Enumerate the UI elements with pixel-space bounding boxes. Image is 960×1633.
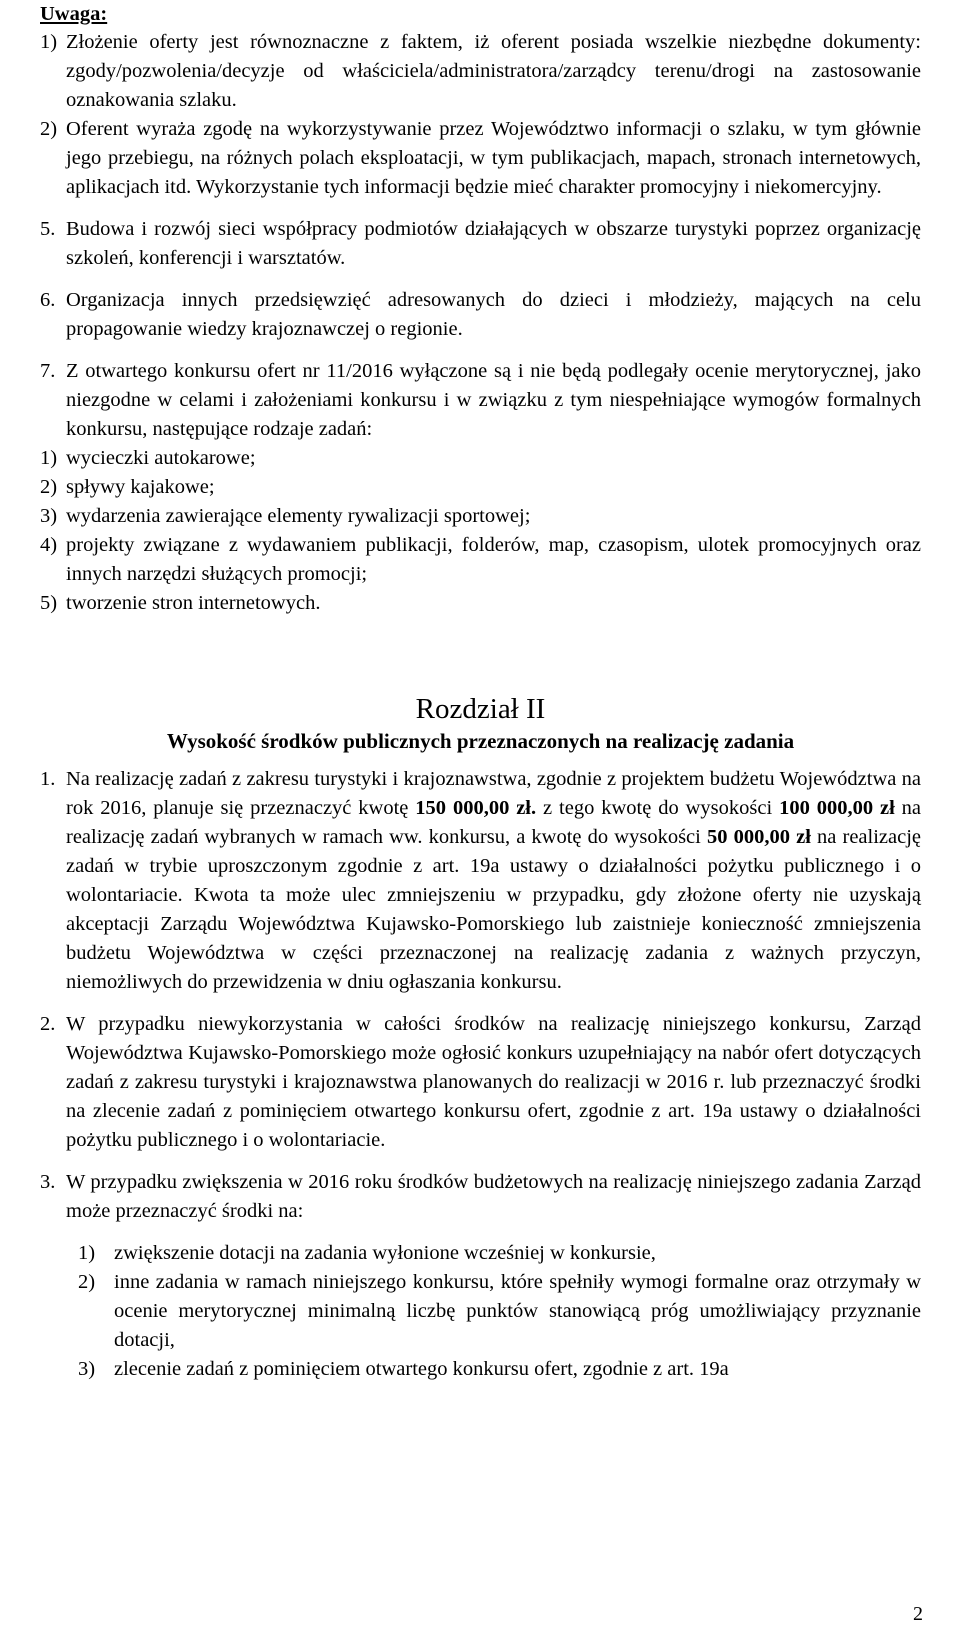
list-item-number: 3) — [78, 1358, 96, 1380]
point-number: 5. — [40, 218, 56, 240]
list-item-text: tworzenie stron internetowych. — [66, 592, 321, 614]
amount-competition: 100 000,00 zł — [779, 797, 895, 819]
allocation-list — [40, 1239, 921, 1384]
list-item-number: 4) — [40, 534, 58, 556]
point-text: Z otwartego konkursu ofert nr 11/2016 wyłączone są i nie będą podlegały ocenie merytorycznej, jako niezgodne w celami i założeniami konkursu i w związku z tym niespełniające wymogów formalnych konkursu, następujące rodzaje zadań: — [66, 360, 921, 440]
list-item-number: 1) — [40, 447, 58, 469]
point-text: Organizacja innych przedsięwzięć adresowanych do dzieci i młodzieży, mających na celu propagowanie wiedzy krajoznawczej o regionie. — [66, 289, 921, 340]
note-item-2-number: 2) — [40, 118, 58, 140]
text-run: na realizację zadań wybranych w ramach ww. konkursu, a kwotę do wysokości — [66, 797, 922, 848]
list-item-text: inne zadania w ramach niniejszego konkursu, które spełniły wymogi formalne oraz otrzymały w ocenie merytorycznej minimalną liczbę punktów stanowiącą próg umożliwiający przyznanie dotacji, — [114, 1271, 921, 1351]
list-item-text: projekty związane z wydawaniem publikacji, folderów, map, czasopism, ulotek promocyjnych oraz innych narzędzi służących promocji; — [66, 534, 921, 585]
paragraph-number: 1. — [40, 768, 56, 790]
paragraph-number: 2. — [40, 1013, 56, 1035]
list-item-number: 3) — [40, 505, 58, 527]
list-item-number: 2) — [40, 476, 58, 498]
amount-simplified: 50 000,00 zł — [706, 826, 811, 848]
chapter-paragraph-2 — [40, 1010, 921, 1155]
note-item-1-number: 1) — [40, 31, 58, 53]
paragraph-text — [66, 765, 921, 997]
text-run: Na realizację zadań z zakresu turystyki i krajoznawstwa, zgodnie z projektem budżetu Województwa na rok 2016, planuje się przeznaczyć kwotę — [66, 768, 921, 819]
list-item-number: 1) — [78, 1242, 96, 1264]
text-run: z tego kwotę do wysokości — [536, 797, 780, 819]
list-item — [40, 502, 921, 531]
paragraph-number: 3. — [40, 1171, 56, 1193]
note-title: Uwaga: — [40, 3, 108, 25]
chapter-subtitle: Wysokość środków publicznych przeznaczonych na realizację zadania — [166, 729, 795, 753]
point-6 — [40, 286, 921, 344]
chapter-paragraph-1 — [40, 765, 921, 997]
paragraph-text: W przypadku zwiększenia w 2016 roku środków budżetowych na realizację niniejszego zadania Zarząd może przeznaczyć środki na: — [66, 1171, 921, 1222]
chapter-title: Rozdział II — [415, 693, 546, 725]
list-item-text: wycieczki autokarowe; — [66, 447, 256, 469]
list-item-text: zlecenie zadań z pominięciem otwartego konkursu ofert, zgodnie z art. 19a — [114, 1358, 729, 1380]
list-item — [78, 1239, 921, 1268]
list-item-text: zwiększenie dotacji na zadania wyłonione wcześniej w konkursie, — [114, 1242, 656, 1264]
list-item-text: wydarzenia zawierające elementy rywalizacji sportowej; — [66, 505, 531, 527]
list-item-text: spływy kajakowe; — [66, 476, 215, 498]
paragraph-text: W przypadku niewykorzystania w całości środków na realizację niniejszego konkursu, Zarząd Województwa Kujawsko-Pomorskiego może ogłosić konkurs uzupełniający na nabór ofert dotyczących zadań z zakresu turystyki i krajoznawstwa planowanych do realizacji w 2016 r. lub przeznaczyć środki na zlecenie zadań z pominięciem otwartego konkursu ofert, zgodnie z art. 19a ustawy o działalności pożytku publicznego i o wolontariacie. — [66, 1013, 921, 1151]
list-item — [78, 1268, 921, 1355]
point-text: Budowa i rozwój sieci współpracy podmiotów działających w obszarze turystyki poprzez organizację szkoleń, konferencji i warsztatów. — [66, 218, 921, 269]
amount-total: 150 000,00 zł. — [415, 797, 537, 819]
point-number: 7. — [40, 360, 56, 382]
note-item-1-text: Złożenie oferty jest równoznaczne z faktem, iż oferent posiada wszelkie niezbędne dokumenty: zgody/pozwolenia/decyzje od właściciela/administratora/zarządcy terenu/drogi na zastosowanie oznakowania szlaku. — [66, 31, 921, 111]
list-item — [40, 531, 921, 589]
list-item-number: 2) — [78, 1271, 96, 1293]
note-item-2-text: Oferent wyraża zgodę na wykorzystywanie przez Województwo informacji o szlaku, w tym głównie jego przebiegu, na różnych polach eksploatacji, w tym publikacjach, mapach, stronach internetowych, aplikacjach itd. Wykorzystanie tych informacji będzie mieć charakter promocyjny i niekomercyjny. — [66, 118, 921, 198]
text-run: na realizację zadań w trybie uproszczonym zgodnie z art. 19a ustawy o działalności pożytku publicznego i o wolontariacie. Kwota ta może ulec zmniejszeniu w przypadku, gdy złożone oferty nie uzyskają akceptacji Zarządu Województwa Kujawsko-Pomorskiego lub zaistnieje konieczność zmniejszenia budżetu Województwa w części przeznaczonej na realizację zadania z ważnych przyczyn, niemożliwych do przewidzenia w dniu ogłaszania konkursu. — [66, 826, 921, 993]
list-item — [40, 589, 921, 618]
list-item-number: 5) — [40, 592, 58, 614]
point-5 — [40, 215, 921, 273]
excluded-list — [40, 444, 921, 618]
page-number: 2 — [913, 1603, 923, 1625]
point-7 — [40, 357, 921, 444]
list-item — [40, 473, 921, 502]
note-item-1 — [40, 28, 921, 115]
point-number: 6. — [40, 289, 56, 311]
document-page — [40, 0, 921, 1384]
chapter-paragraph-3 — [40, 1168, 921, 1226]
list-item — [40, 444, 921, 473]
note-item-2 — [40, 115, 921, 202]
list-item — [78, 1355, 921, 1384]
